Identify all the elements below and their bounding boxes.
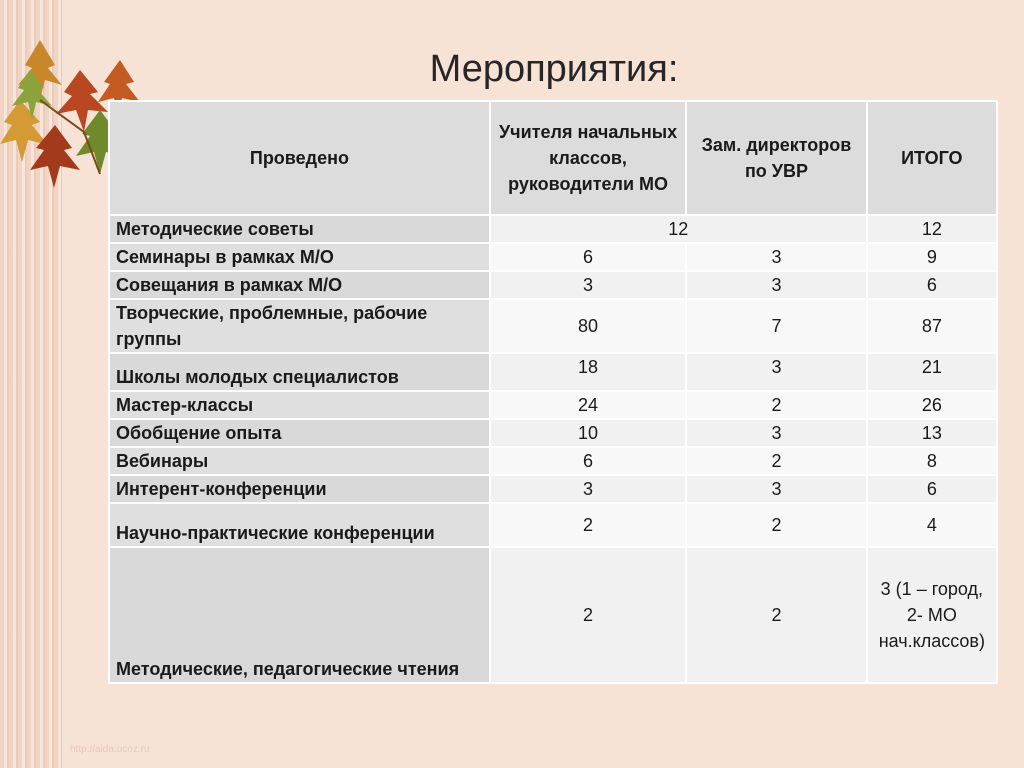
table-header-row (109, 101, 997, 215)
row-teachers: 18 (490, 353, 686, 391)
row-deputies: 3 (686, 271, 866, 299)
row-deputies: 3 (686, 475, 866, 503)
row-deputies: 3 (686, 353, 866, 391)
table-row (109, 447, 997, 475)
row-deputies: 7 (686, 299, 866, 353)
row-name: Обобщение опыта (109, 419, 490, 447)
row-teachers: 2 (490, 503, 686, 547)
row-total: 3 (1 – город, 2- МО нач.классов) (867, 547, 997, 683)
table-row (109, 391, 997, 419)
row-name: Семинары в рамках М/О (109, 243, 490, 271)
row-deputies: 2 (686, 547, 866, 683)
table-row (109, 243, 997, 271)
header-total: ИТОГО (867, 101, 997, 215)
header-conducted: Проведено (109, 101, 490, 215)
row-name: Методические, педагогические чтения (109, 547, 490, 683)
row-name: Мастер-классы (109, 391, 490, 419)
row-total: 12 (867, 215, 997, 243)
row-name: Совещания в рамках М/О (109, 271, 490, 299)
row-deputies: 2 (686, 391, 866, 419)
row-deputies: 3 (686, 419, 866, 447)
row-name: Вебинары (109, 447, 490, 475)
row-teachers: 3 (490, 271, 686, 299)
row-deputies: 3 (686, 243, 866, 271)
row-total: 87 (867, 299, 997, 353)
row-teachers: 2 (490, 547, 686, 683)
header-teachers: Учителя начальных классов, руководители МО (490, 101, 686, 215)
table-row (109, 547, 997, 683)
events-table (108, 100, 998, 684)
row-deputies: 2 (686, 503, 866, 547)
row-teachers: 10 (490, 419, 686, 447)
row-merged-value: 12 (490, 215, 867, 243)
table-row (109, 419, 997, 447)
table-row (109, 299, 997, 353)
table-row (109, 353, 997, 391)
watermark-url: http://aida.ucoz.ru (70, 744, 150, 755)
row-teachers: 6 (490, 447, 686, 475)
page-title: Мероприятия: (429, 48, 679, 90)
row-name: Интерент-конференции (109, 475, 490, 503)
row-teachers: 24 (490, 391, 686, 419)
row-teachers: 80 (490, 299, 686, 353)
row-total: 21 (867, 353, 997, 391)
row-total: 13 (867, 419, 997, 447)
row-total: 6 (867, 271, 997, 299)
row-total: 6 (867, 475, 997, 503)
row-teachers: 3 (490, 475, 686, 503)
header-deputies: Зам. директоров по УВР (686, 101, 866, 215)
table-row (109, 271, 997, 299)
events-table-container (108, 100, 998, 684)
table-row (109, 215, 997, 243)
row-name: Методические советы (109, 215, 490, 243)
row-name: Научно-практические конференции (109, 503, 490, 547)
row-teachers: 6 (490, 243, 686, 271)
row-total: 26 (867, 391, 997, 419)
row-name: Школы молодых специалистов (109, 353, 490, 391)
row-total: 8 (867, 447, 997, 475)
row-total: 4 (867, 503, 997, 547)
table-row (109, 503, 997, 547)
row-deputies: 2 (686, 447, 866, 475)
row-name: Творческие, проблемные, рабочие группы (109, 299, 490, 353)
row-total: 9 (867, 243, 997, 271)
table-row (109, 475, 997, 503)
